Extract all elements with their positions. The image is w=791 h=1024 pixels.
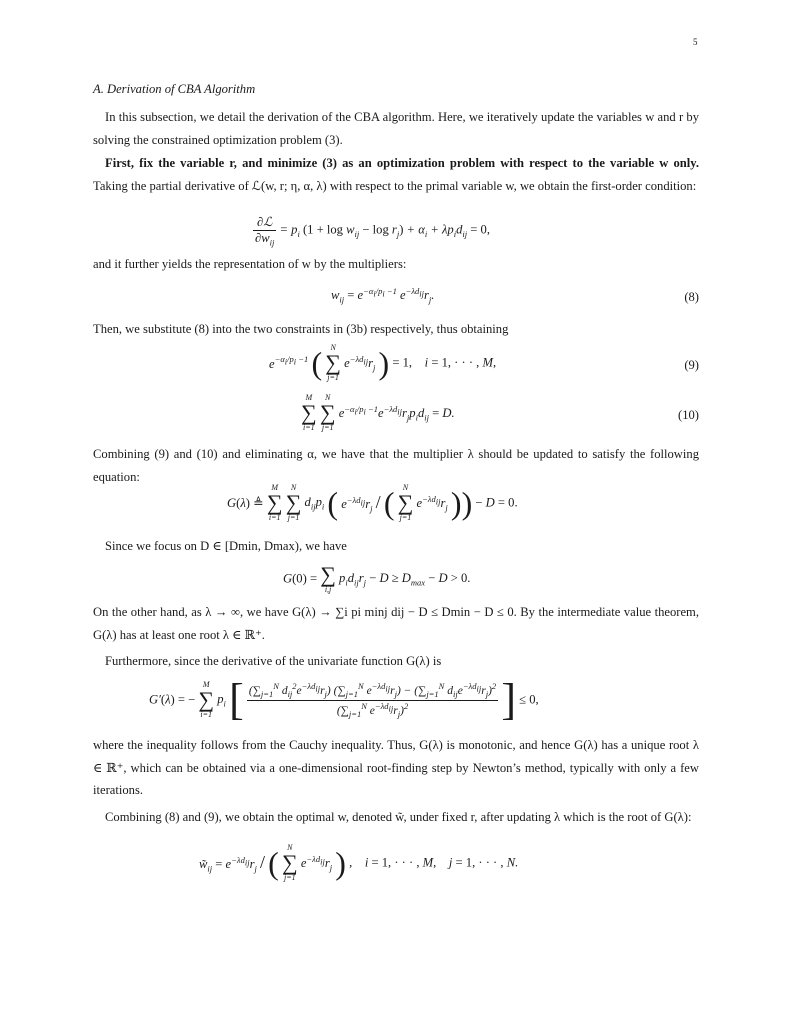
equation-9: $e^{-\alpha_i/p_i -1}$ ( N ∑ j=1 $e^{-\lambda d_{ij}}r_j$ ) = 1, i = 1, · · · , M, (9) [269, 343, 699, 382]
paragraph-combining: Combining (9) and (10) and eliminating α, we have that the multiplier λ should be updated to satisfy the following equation: [93, 447, 699, 484]
equation-8: $w_{ij} = e^{-\alpha_i/p_i -1}$ $e^{-\lambda d_{ij}}r_j$. (8) [331, 286, 699, 305]
equation-8-number: (8) [684, 290, 699, 304]
paragraph-substitute: Then, we substitute (8) into the two constraints in (3b) respectively, thus obtaining [93, 322, 509, 336]
section-heading: A. Derivation of CBA Algorithm [93, 82, 256, 96]
paragraph-derivative: Furthermore, since the derivative of the univariate function G(λ) is [105, 654, 442, 668]
page-number: 5 [693, 37, 698, 47]
equation-g-lambda: G(λ) ≜ M ∑ i=1 N ∑ j=1 $d_{ij}p_i$ ( $e^{-\lambda d_{ij}}r_j$ / ( N ∑ j=1 $e^{-\lambda d_{ij}}r_j$ )) − D = 0. [227, 483, 518, 522]
paragraph-step-w-bold: First, fix the variable r, and minimize (3) as an optimization problem with respect to the variable w only. [105, 156, 699, 170]
paragraph-cauchy: where the inequality follows from the Cauchy inequality. Thus, G(λ) is monotonic, and hence G(λ) has a unique root λ ∈ ℝ⁺, which can be obtained via a one-dimensional root-finding step by Newton’s method, typically with only a few iterations. [93, 738, 699, 798]
paragraph-optimal-w: Combining (8) and (9), we obtain the optimal w, denoted w̃, under fixed r, after updating λ which is the root of G(λ): [105, 810, 692, 824]
paragraph-representation: and it further yields the representation of w by the multipliers: [93, 257, 407, 271]
paragraph-step-w [93, 152, 699, 197]
equation-10: M ∑ i=1 N ∑ j=1 $e^{-\alpha_i/p_i -1}e^{-\lambda d_{ij}}r_jp_id_{ij} = D$. (10) [301, 393, 699, 432]
equation-first-order-condition: $\frac{\text{∂ℒ}}{\partial w_{ij}}$ = $p_i$ $(1 + \log w_{ij} - \log r_j) + \alpha_i + \lambda p_id_{ij} = 0$, [255, 215, 490, 248]
paragraph-intro: In this subsection, we detail the derivation of the CBA algorithm. Here, we iteratively update the variables w and r by solving the constrained optimization problem (3). [93, 110, 699, 147]
equation-w-tilde: $w̃_{ij} = e^{-\lambda d_{ij}}r_j$ / ( N ∑ j=1 $e^{-\lambda d_{ij}}r_j$ ) , i = 1, · · · , M, j = 1, · · · , N. [199, 843, 519, 882]
paragraph-since-focus: Since we focus on D ∈ [Dmin, Dmax), we have [105, 539, 347, 553]
equation-9-number: (9) [684, 358, 699, 372]
equation-10-number: (10) [678, 408, 699, 422]
equation-g-zero: G(0) = ∑ i,j $p_id_{ij}r_j - D \ge D_{max} - D > 0$. [283, 562, 471, 594]
paragraph-step-w-rest: Taking the partial derivative of ℒ(w, r; η, α, λ) with respect to the primal variable w, we obtain the first-order condition: [93, 178, 697, 193]
equation-g-derivative: G′(λ) = − M ∑ i=1 $p_i$ [ $\frac{(\sum_{j=1}^N d_{ij}^2e^{-\lambda d_{ij}}r_j) (\sum_{j=1}^N e^{-\lambda d_{ij}}r_j) - (\sum_{j=1}^N d_{ij}e^{-\lambda d_{ij}}r_j)^2}{(\sum_{j=1}^N e^{-\lambda d_{ij}}r_j)^2}$ ] ≤ 0, [149, 675, 539, 724]
paragraph-other-hand: On the other hand, as λ → ∞, we have G(λ) → ∑i pi minj dij − D ≤ Dmin − D ≤ 0. By the intermediate value theorem, G(λ) has at least one root λ ∈ ℝ⁺. [93, 605, 699, 642]
